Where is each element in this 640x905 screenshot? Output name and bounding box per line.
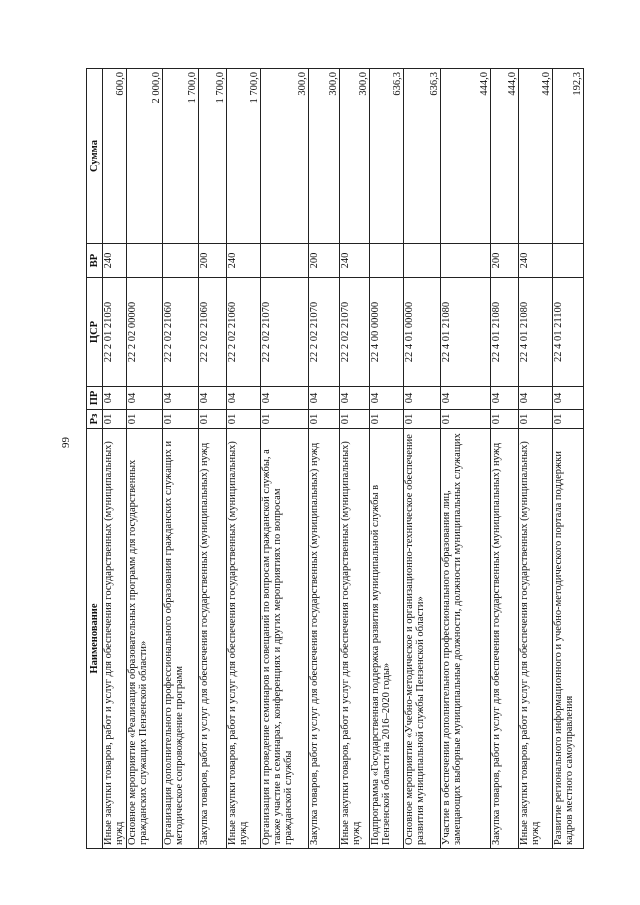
row-csr: 22 2 02 21070 xyxy=(340,278,370,387)
row-rz: 01 xyxy=(370,410,404,429)
header-pr: ПР xyxy=(87,387,103,410)
row-sum: 636,3 xyxy=(404,69,441,244)
row-vr xyxy=(404,244,441,278)
row-csr: 22 4 00 00000 xyxy=(370,278,404,387)
row-name: Закупка товаров, работ и услуг для обеспечения государственных (муниципальных) нужд xyxy=(309,429,340,849)
row-rz: 01 xyxy=(340,410,370,429)
row-rz: 01 xyxy=(103,410,127,429)
table-header-row xyxy=(87,69,103,849)
row-rz: 01 xyxy=(553,410,584,429)
row-sum: 444,0 xyxy=(519,69,553,244)
row-vr: 200 xyxy=(309,244,340,278)
row-pr: 04 xyxy=(441,387,491,410)
row-sum: 300,0 xyxy=(261,69,309,244)
row-rz: 01 xyxy=(491,410,519,429)
row-pr: 04 xyxy=(261,387,309,410)
row-name: Основное мероприятие «Реализация образовательных программ для государственных гражданских служащих Пензенской области» xyxy=(127,429,163,849)
row-pr: 04 xyxy=(103,387,127,410)
table-row xyxy=(309,69,340,849)
row-rz: 01 xyxy=(519,410,553,429)
row-sum: 636,3 xyxy=(370,69,404,244)
row-sum: 192,3 xyxy=(553,69,584,244)
row-sum: 1 700,0 xyxy=(227,69,261,244)
row-vr xyxy=(441,244,491,278)
row-rz: 01 xyxy=(404,410,441,429)
page-number: 99 xyxy=(60,437,72,448)
header-name: Наименование xyxy=(87,429,103,849)
row-csr: 22 2 02 21070 xyxy=(309,278,340,387)
row-sum: 300,0 xyxy=(309,69,340,244)
table-row xyxy=(519,69,553,849)
row-sum: 2 000,0 xyxy=(127,69,163,244)
table-row xyxy=(340,69,370,849)
row-vr xyxy=(261,244,309,278)
row-vr xyxy=(163,244,199,278)
row-name: Подпрограмма «Государственная поддержка развития муниципальной службы в Пензенской области на 2016–2020 годы» xyxy=(370,429,404,849)
row-pr: 04 xyxy=(127,387,163,410)
table-row xyxy=(553,69,584,849)
table-row xyxy=(404,69,441,849)
row-pr: 04 xyxy=(553,387,584,410)
table-row xyxy=(370,69,404,849)
header-rz: Рз xyxy=(87,410,103,429)
row-rz: 01 xyxy=(309,410,340,429)
row-vr xyxy=(127,244,163,278)
row-pr: 04 xyxy=(404,387,441,410)
table-row xyxy=(441,69,491,849)
header-vr: ВР xyxy=(87,244,103,278)
row-name: Закупка товаров, работ и услуг для обеспечения государственных (муниципальных) нужд xyxy=(199,429,227,849)
row-name: Иные закупки товаров, работ и услуг для обеспечения государственных (муниципальных) нужд xyxy=(340,429,370,849)
row-rz: 01 xyxy=(441,410,491,429)
row-pr: 04 xyxy=(199,387,227,410)
row-csr: 22 2 02 00000 xyxy=(127,278,163,387)
row-csr: 22 4 01 21080 xyxy=(441,278,491,387)
table-row xyxy=(261,69,309,849)
row-name: Иные закупки товаров, работ и услуг для обеспечения государственных (муниципальных) нужд xyxy=(519,429,553,849)
row-sum: 600,0 xyxy=(103,69,127,244)
row-vr: 240 xyxy=(227,244,261,278)
row-sum: 300,0 xyxy=(340,69,370,244)
row-csr: 22 4 01 21080 xyxy=(519,278,553,387)
row-sum: 444,0 xyxy=(491,69,519,244)
row-name: Закупка товаров, работ и услуг для обеспечения государственных (муниципальных) нужд xyxy=(491,429,519,849)
row-csr: 22 2 02 21060 xyxy=(199,278,227,387)
row-name: Организация и проведение семинаров и совещаний по вопросам гражданской службы, а также участие в семинарах, конференциях и других мероприятиях по вопросам гражданской службы xyxy=(261,429,309,849)
row-pr: 04 xyxy=(370,387,404,410)
row-csr: 22 4 01 21080 xyxy=(491,278,519,387)
header-csr: ЦСР xyxy=(87,278,103,387)
row-vr: 200 xyxy=(491,244,519,278)
row-rz: 01 xyxy=(199,410,227,429)
rotated-page-content xyxy=(86,69,583,849)
row-vr: 240 xyxy=(103,244,127,278)
row-pr: 04 xyxy=(519,387,553,410)
table-row xyxy=(163,69,199,849)
table-row xyxy=(491,69,519,849)
budget-table xyxy=(86,68,584,849)
row-pr: 04 xyxy=(491,387,519,410)
header-sum: Сумма xyxy=(87,69,103,244)
row-sum: 1 700,0 xyxy=(199,69,227,244)
row-csr: 22 2 01 21050 xyxy=(103,278,127,387)
row-name: Основное мероприятие «Учебно-методическое и организационно-техническое обеспечение развития муниципальной службы Пензенской области» xyxy=(404,429,441,849)
table-row xyxy=(199,69,227,849)
row-csr: 22 2 02 21070 xyxy=(261,278,309,387)
row-rz: 01 xyxy=(261,410,309,429)
row-csr: 22 4 01 00000 xyxy=(404,278,441,387)
row-name: Организация дополнительного профессионального образования гражданских служащих и методическое сопровождение программ xyxy=(163,429,199,849)
row-pr: 04 xyxy=(309,387,340,410)
row-rz: 01 xyxy=(163,410,199,429)
row-rz: 01 xyxy=(227,410,261,429)
row-csr: 22 2 02 21060 xyxy=(163,278,199,387)
row-pr: 04 xyxy=(163,387,199,410)
row-vr: 240 xyxy=(519,244,553,278)
row-vr: 240 xyxy=(340,244,370,278)
row-vr: 200 xyxy=(199,244,227,278)
row-vr xyxy=(553,244,584,278)
row-sum: 444,0 xyxy=(441,69,491,244)
row-name: Иные закупки товаров, работ и услуг для обеспечения государственных (муниципальных) нужд xyxy=(103,429,127,849)
row-pr: 04 xyxy=(227,387,261,410)
table-row xyxy=(227,69,261,849)
row-name: Иные закупки товаров, работ и услуг для обеспечения государственных (муниципальных) нужд xyxy=(227,429,261,849)
row-name: Участие в обеспечении дополнительного профессионального образования лиц, замещающих выборные муниципальные должности, должности муниципальных служащих xyxy=(441,429,491,849)
row-sum: 1 700,0 xyxy=(163,69,199,244)
row-csr: 22 4 01 21100 xyxy=(553,278,584,387)
table-row xyxy=(127,69,163,849)
table-row xyxy=(103,69,127,849)
row-csr: 22 2 02 21060 xyxy=(227,278,261,387)
row-pr: 04 xyxy=(340,387,370,410)
row-vr xyxy=(370,244,404,278)
row-name: Развитие регионального информационного и учебно-методического портала поддержки кадров местного самоуправления xyxy=(553,429,584,849)
row-rz: 01 xyxy=(127,410,163,429)
